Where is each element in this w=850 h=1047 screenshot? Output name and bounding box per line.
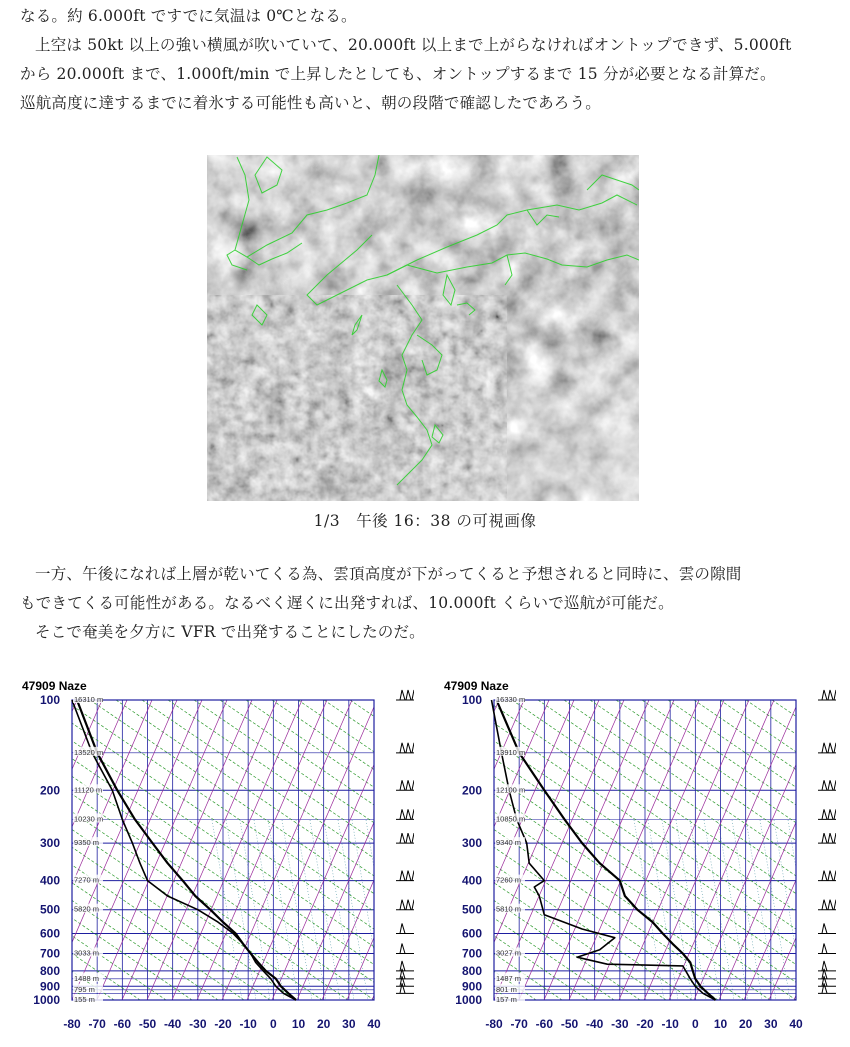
dry-adiabat bbox=[512, 700, 836, 1000]
skew-t-diagram bbox=[14, 678, 414, 1040]
wind-barb-flag bbox=[822, 809, 827, 819]
wind-barb-flag bbox=[412, 690, 414, 700]
height-label: 1488 m bbox=[74, 973, 100, 983]
wind-barb-flag bbox=[400, 923, 405, 933]
wind-barb-flag bbox=[412, 809, 414, 819]
height-label: 157 m bbox=[496, 995, 517, 1004]
height-label: 9340 m bbox=[496, 838, 522, 848]
dewpoint-profile bbox=[72, 700, 296, 1000]
wind-barb-flag bbox=[406, 833, 411, 843]
skew-t-chart-right bbox=[436, 678, 836, 1040]
wind-barb bbox=[818, 743, 836, 753]
text-line: 上空は 50kt 以上の強い横風が吹いていて、20.000ft 以上まで上がらなければオントップできず、5.000ft bbox=[35, 36, 792, 54]
wind-barb-flag bbox=[400, 944, 405, 954]
wind-barb-flag bbox=[400, 900, 405, 910]
height-label: 11120 m bbox=[74, 785, 103, 795]
dry-adiabat bbox=[668, 700, 836, 1000]
paragraph-1 bbox=[20, 2, 835, 118]
wind-barb-flag bbox=[834, 871, 836, 881]
height-label: 5820 m bbox=[74, 904, 100, 914]
dry-adiabat bbox=[14, 700, 374, 1000]
text-line: 一方、午後になれば上層が乾いてくる為、雲頂高度が下がってくると予想されると同時に、雲の隙間 bbox=[35, 565, 742, 583]
height-label: 801 m bbox=[496, 984, 517, 994]
temperature-label: -60 bbox=[535, 1017, 554, 1031]
wind-barb-flag bbox=[406, 690, 411, 700]
dry-adiabat bbox=[116, 700, 414, 1000]
wind-barb bbox=[818, 780, 836, 790]
wind-barb-flag bbox=[828, 809, 833, 819]
height-label: 7260 m bbox=[496, 875, 522, 885]
wind-barb-flag bbox=[406, 900, 411, 910]
pressure-label: 700 bbox=[39, 946, 60, 961]
height-label: 13910 m bbox=[496, 747, 526, 757]
wind-barb bbox=[396, 809, 414, 819]
wind-barb-flag bbox=[828, 900, 833, 910]
pressure-label: 1000 bbox=[33, 993, 60, 1007]
wind-barb-flag bbox=[834, 809, 836, 819]
skewed-isotherm bbox=[297, 700, 414, 1000]
wind-barb-flag bbox=[406, 780, 411, 790]
pressure-label: 900 bbox=[461, 979, 482, 994]
skewed-isotherm bbox=[669, 700, 799, 1000]
wind-barb bbox=[818, 871, 836, 881]
skewed-isotherm bbox=[272, 700, 402, 1000]
wind-barb-flag bbox=[828, 871, 833, 881]
pressure-label: 400 bbox=[39, 873, 60, 888]
wind-barb-flag bbox=[822, 944, 827, 954]
temperature-label: -50 bbox=[560, 1017, 579, 1031]
temperature-label: 40 bbox=[789, 1017, 803, 1031]
skewed-isotherm bbox=[436, 700, 549, 1000]
height-label: 1487 m bbox=[496, 973, 522, 983]
temperature-label: -30 bbox=[611, 1017, 629, 1031]
temperature-label: 10 bbox=[291, 1017, 306, 1031]
height-label: 12100 m bbox=[496, 785, 526, 795]
dry-adiabat bbox=[720, 700, 836, 1000]
wind-barb-flag bbox=[822, 871, 827, 881]
dry-adiabat bbox=[14, 700, 322, 1000]
height-label: 3033 m bbox=[74, 948, 100, 958]
temperature-label: -20 bbox=[214, 1017, 232, 1031]
height-label: 795 m bbox=[74, 984, 95, 994]
dry-adiabat bbox=[14, 700, 36, 1000]
pressure-label: 1000 bbox=[455, 993, 482, 1007]
pressure-label: 900 bbox=[39, 979, 60, 994]
temperature-label: -10 bbox=[661, 1017, 679, 1031]
wind-barb-flag bbox=[828, 743, 833, 753]
wind-barb bbox=[396, 743, 414, 753]
height-label: 3027 m bbox=[496, 948, 522, 958]
wind-barb-flag bbox=[412, 900, 414, 910]
wind-barb-flag bbox=[834, 900, 836, 910]
temperature-label: -20 bbox=[636, 1017, 654, 1031]
pressure-label: 300 bbox=[461, 836, 482, 851]
wind-barb bbox=[396, 900, 414, 910]
wind-barb-flag bbox=[822, 833, 827, 843]
wind-barb-flag bbox=[412, 833, 414, 843]
wind-barb bbox=[818, 961, 836, 971]
dry-adiabat bbox=[590, 700, 836, 1000]
temperature-label: 0 bbox=[691, 1017, 699, 1031]
wind-barb bbox=[396, 961, 414, 971]
dry-adiabat bbox=[642, 700, 836, 1000]
wind-barb-flag bbox=[406, 743, 411, 753]
wind-barb-flag bbox=[412, 780, 414, 790]
skewed-isotherm bbox=[97, 700, 227, 1000]
wind-barb-flag bbox=[400, 809, 405, 819]
satellite-visible-image bbox=[207, 155, 639, 501]
temperature-label: 30 bbox=[764, 1017, 778, 1031]
wind-barb-flag bbox=[834, 690, 836, 700]
skewed-isotherm bbox=[719, 700, 836, 1000]
temperature-label: 0 bbox=[269, 1017, 277, 1031]
wind-barb-flag bbox=[822, 923, 827, 933]
height-label: 16330 m bbox=[496, 695, 526, 704]
wind-barb-flag bbox=[406, 871, 411, 881]
wind-barb bbox=[818, 923, 836, 933]
chart-title: 47909 Naze bbox=[444, 679, 509, 693]
temperature-label: -70 bbox=[510, 1017, 528, 1031]
temperature-label: -10 bbox=[239, 1017, 257, 1031]
dry-adiabat bbox=[746, 700, 836, 1000]
chart-title: 47909 Naze bbox=[22, 679, 87, 693]
wind-barb bbox=[818, 833, 836, 843]
dry-adiabat bbox=[14, 700, 348, 1000]
wind-barb-flag bbox=[834, 743, 836, 753]
height-label: 7270 m bbox=[74, 875, 100, 885]
pressure-label: 400 bbox=[461, 873, 482, 888]
pressure-label: 800 bbox=[39, 963, 60, 978]
height-label: 16310 m bbox=[74, 695, 104, 704]
dry-adiabat bbox=[436, 700, 796, 1000]
temperature-label: -80 bbox=[63, 1017, 81, 1031]
dry-adiabat bbox=[194, 700, 414, 1000]
skew-t-diagram bbox=[436, 678, 836, 1040]
dry-adiabat bbox=[436, 700, 458, 1000]
wind-barb bbox=[818, 809, 836, 819]
dry-adiabat bbox=[246, 700, 414, 1000]
temperature-label: -40 bbox=[585, 1017, 604, 1031]
wind-barb-flag bbox=[412, 743, 414, 753]
temperature-label: -50 bbox=[138, 1017, 157, 1031]
temperature-label: -60 bbox=[113, 1017, 132, 1031]
wind-barb-flag bbox=[828, 690, 833, 700]
skewed-isotherm bbox=[14, 700, 127, 1000]
pressure-label: 200 bbox=[39, 783, 60, 798]
wind-barb-flag bbox=[834, 780, 836, 790]
wind-barb bbox=[396, 923, 414, 933]
dry-adiabat bbox=[168, 700, 414, 1000]
wind-barb bbox=[396, 833, 414, 843]
text-line: そこで奄美を夕方に VFR で出発することにしたのだ。 bbox=[35, 623, 425, 641]
skewed-isotherm bbox=[172, 700, 302, 1000]
wind-barb-flag bbox=[828, 833, 833, 843]
pressure-label: 100 bbox=[461, 693, 482, 707]
wind-barb-flag bbox=[400, 780, 405, 790]
skewed-isotherm bbox=[469, 700, 599, 1000]
wind-barb-flag bbox=[400, 743, 405, 753]
wind-barb bbox=[818, 900, 836, 910]
pressure-label: 300 bbox=[39, 836, 60, 851]
text-line: なる。約 6.000ft ですでに気温は 0℃となる。 bbox=[20, 7, 357, 25]
wind-barb-flag bbox=[406, 809, 411, 819]
wind-barb bbox=[818, 690, 836, 700]
wind-barb bbox=[396, 780, 414, 790]
skewed-isotherm bbox=[397, 700, 414, 1000]
text-line: もできてくる可能性がある。なるべく遅くに出発すれば、10.000ft くらいで巡航が可能だ。 bbox=[20, 594, 674, 612]
wind-barb-flag bbox=[834, 833, 836, 843]
pressure-label: 800 bbox=[461, 963, 482, 978]
wind-barb bbox=[396, 690, 414, 700]
temperature-label: 20 bbox=[738, 1017, 753, 1031]
satellite-image-graphic bbox=[207, 155, 639, 501]
wind-barb-flag bbox=[828, 780, 833, 790]
temperature-profile bbox=[77, 700, 296, 1000]
temperature-label: -80 bbox=[485, 1017, 503, 1031]
temperature-label: -40 bbox=[163, 1017, 182, 1031]
temperature-label: 20 bbox=[316, 1017, 331, 1031]
temperature-label: -30 bbox=[189, 1017, 207, 1031]
temperature-label: 10 bbox=[713, 1017, 728, 1031]
dry-adiabat bbox=[436, 700, 770, 1000]
height-label: 10850 m bbox=[496, 814, 526, 824]
skewed-isotherm bbox=[819, 700, 836, 1000]
height-label: 13520 m bbox=[74, 747, 104, 757]
pressure-label: 500 bbox=[39, 902, 60, 917]
image-caption: 1/3 午後 16：38 の可視画像 bbox=[313, 512, 537, 530]
wind-barb bbox=[396, 871, 414, 881]
height-label: 9350 m bbox=[74, 838, 100, 848]
pressure-label: 600 bbox=[461, 926, 482, 941]
pressure-label: 500 bbox=[461, 902, 482, 917]
height-label: 155 m bbox=[74, 995, 95, 1004]
wind-barb-flag bbox=[822, 690, 827, 700]
skew-t-chart-left bbox=[14, 678, 414, 1040]
wind-barb-flag bbox=[400, 690, 405, 700]
pressure-label: 700 bbox=[461, 946, 482, 961]
dry-adiabat bbox=[324, 700, 414, 1000]
dry-adiabat bbox=[298, 700, 414, 1000]
text-line: から 20.000ft まで、1.000ft/min で上昇したとしても、オントップするまで 15 分が必要となる計算だ。 bbox=[20, 65, 776, 83]
text-line: 巡航高度に達するまでに着氷する可能性も高いと、朝の段階で確認したであろう。 bbox=[20, 94, 601, 112]
dry-adiabat bbox=[220, 700, 414, 1000]
pressure-label: 100 bbox=[39, 693, 60, 707]
wind-barb-flag bbox=[400, 871, 405, 881]
wind-barb-flag bbox=[822, 743, 827, 753]
wind-barb-flag bbox=[412, 871, 414, 881]
skewed-isotherm bbox=[694, 700, 824, 1000]
pressure-label: 600 bbox=[39, 926, 60, 941]
temperature-label: 30 bbox=[342, 1017, 356, 1031]
height-label: 10230 m bbox=[74, 814, 104, 824]
pressure-label: 200 bbox=[461, 783, 482, 798]
wind-barb-flag bbox=[400, 833, 405, 843]
temperature-label: 40 bbox=[367, 1017, 381, 1031]
skewed-isotherm bbox=[594, 700, 724, 1000]
paragraph-2 bbox=[20, 560, 835, 647]
dewpoint-profile bbox=[492, 700, 716, 1000]
skewed-isotherm bbox=[247, 700, 377, 1000]
dry-adiabat bbox=[616, 700, 836, 1000]
dry-adiabat bbox=[436, 700, 744, 1000]
temperature-label: -70 bbox=[88, 1017, 106, 1031]
wind-barb bbox=[396, 944, 414, 954]
wind-barb-flag bbox=[822, 900, 827, 910]
height-label: 5810 m bbox=[496, 904, 522, 914]
wind-barb bbox=[818, 944, 836, 954]
wind-barb-flag bbox=[822, 780, 827, 790]
